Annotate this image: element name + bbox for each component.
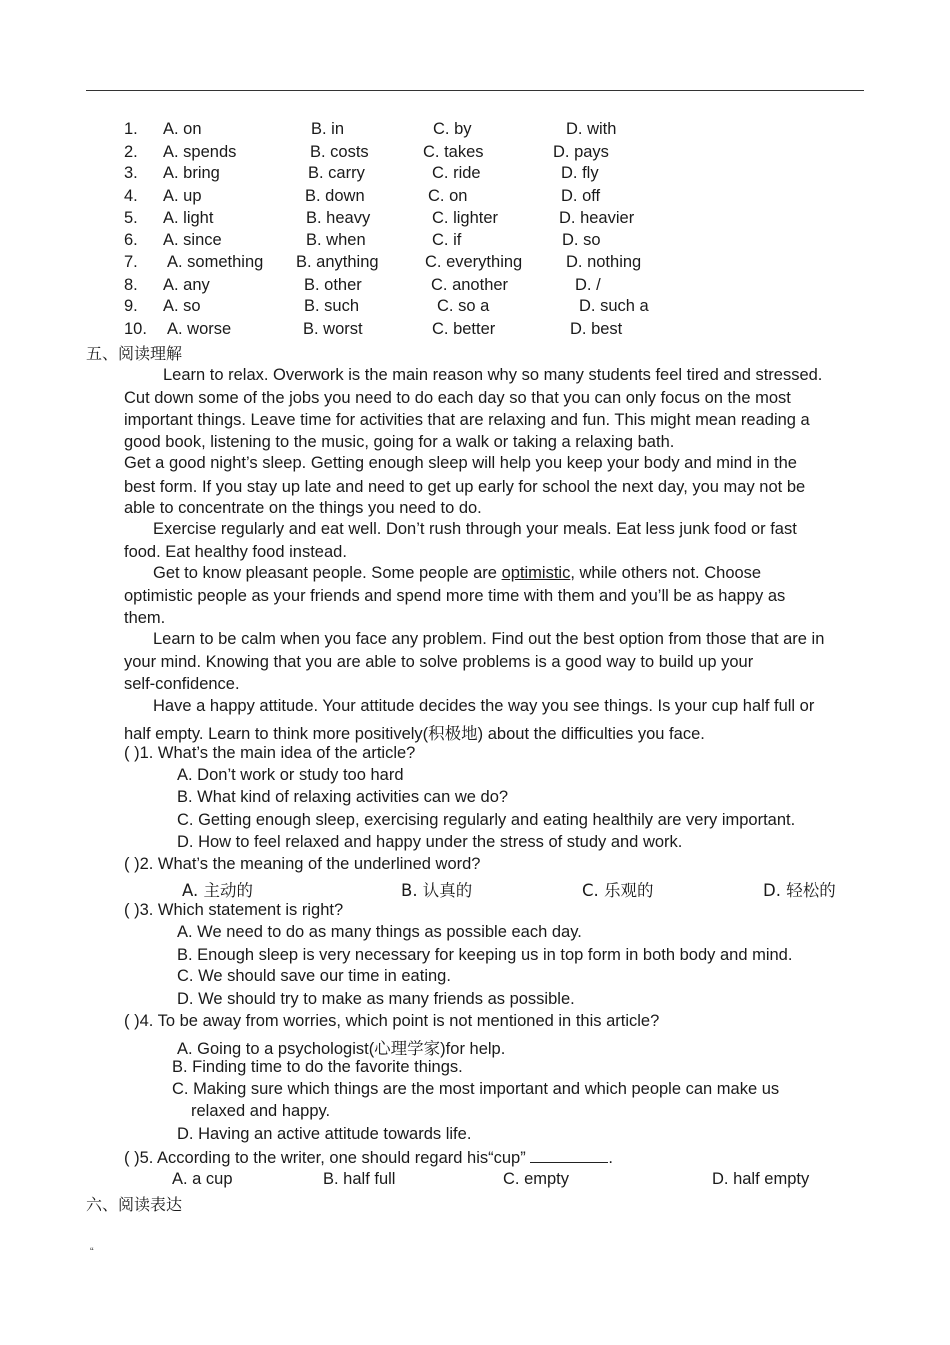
option-c: C. ride — [432, 164, 481, 182]
option-a: A. up — [163, 187, 202, 205]
option-a: A. on — [163, 120, 202, 138]
cloze-number: 8. — [124, 276, 138, 294]
passage-line: self-confidence. — [124, 675, 240, 693]
option-a: A. Going to a psychologist(心理学家)for help. — [177, 1040, 506, 1058]
option-c: C. Getting enough sleep, exercising regularly and eating healthily are very important. — [177, 811, 796, 829]
stem-end: . — [608, 1149, 613, 1167]
underlined-word: optimistic — [501, 564, 571, 582]
text-run: Get to know pleasant people. Some people are — [153, 564, 502, 582]
question-stem: ( )1. What’s the main idea of the article? — [124, 744, 416, 762]
passage-line — [153, 564, 761, 583]
option-a: A. worse — [167, 320, 232, 338]
option-b: B. Enough sleep is very necessary for keeping us in top form in both body and mind. — [177, 946, 793, 964]
option-c: C. takes — [423, 143, 484, 161]
option-d: D. best — [570, 320, 623, 338]
option-c: C. if — [432, 231, 462, 249]
option-d: D. heavier — [559, 209, 635, 227]
cloze-number: 2. — [124, 143, 138, 161]
option-b: B. Finding time to do the favorite things. — [172, 1058, 463, 1076]
option-d: D. such a — [579, 297, 649, 315]
passage-line: Learn to be calm when you face any problem. Find out the best option from those that are in — [153, 630, 825, 648]
option-c: C. another — [431, 276, 509, 294]
option-c: C. better — [432, 320, 496, 338]
option-b: B. heavy — [306, 209, 371, 227]
option-c: C. so a — [437, 297, 490, 315]
option-d: D. nothing — [566, 253, 642, 271]
option-c: C. empty — [503, 1170, 570, 1188]
option-c-continued: relaxed and happy. — [191, 1102, 331, 1120]
option-d: D. off — [561, 187, 601, 205]
option-b: B. costs — [310, 143, 369, 161]
option-c: C. everything — [425, 253, 523, 271]
passage-line: them. — [124, 609, 166, 627]
option-b: B. 认真的 — [401, 881, 473, 900]
cloze-number: 10. — [124, 320, 147, 338]
option-b: B. half full — [323, 1170, 396, 1188]
option-b: B. carry — [308, 164, 365, 182]
option-a: A. so — [163, 297, 201, 315]
option-b: B. worst — [303, 320, 363, 338]
stem-text: ( )5. According to the writer, one should regard his“cup” — [124, 1149, 526, 1167]
option-a: A. Don’t work or study too hard — [177, 766, 404, 784]
option-b: B. other — [304, 276, 362, 294]
question-stem: ( )2. What’s the meaning of the underlined word? — [124, 855, 481, 873]
option-b: B. when — [306, 231, 366, 249]
option-a: A. any — [163, 276, 210, 294]
option-a: A. light — [163, 209, 214, 227]
cloze-number: 9. — [124, 297, 138, 315]
section-title-reading: 五、阅读理解 — [86, 344, 183, 363]
option-d: D. fly — [561, 164, 599, 182]
passage-line: Learn to relax. Overwork is the main reason why so many students feel tired and stressed. — [163, 366, 823, 384]
option-b: B. such — [304, 297, 360, 315]
option-c: C. 乐观的 — [582, 881, 654, 900]
option-d: D. 轻松的 — [763, 881, 836, 900]
passage-line: half empty. Learn to think more positively(积极地) about the difficulties you face. — [124, 725, 705, 743]
passage-line: optimistic people as your friends and spend more time with them and you’ll be as happy as — [124, 587, 786, 605]
option-b: B. in — [311, 120, 345, 138]
option-c: C. lighter — [432, 209, 499, 227]
passage-line: Have a happy attitude. Your attitude decides the way you see things. Is your cup half full or — [153, 697, 815, 715]
option-a: A. We need to do as many things as possible each day. — [177, 923, 582, 941]
cloze-number: 3. — [124, 164, 138, 182]
cloze-number: 7. — [124, 253, 138, 271]
passage-line: best form. If you stay up late and need to get up early for school the next day, you may not be — [124, 478, 806, 496]
section-title-expression: 六、阅读表达 — [86, 1195, 183, 1214]
option-d: D. / — [575, 276, 601, 294]
question-stem: ( )3. Which statement is right? — [124, 901, 344, 919]
question-stem: ( )4. To be away from worries, which point is not mentioned in this article? — [124, 1012, 660, 1030]
footer-mark: “ — [90, 1246, 94, 1258]
passage-line: your mind. Knowing that you are able to solve problems is a good way to build up your — [124, 653, 754, 671]
passage-line: important things. Leave time for activities that are relaxing and fun. This might mean reading a — [124, 411, 810, 429]
passage-line: food. Eat healthy food instead. — [124, 543, 347, 561]
passage-line: Get a good night’s sleep. Getting enough sleep will help you keep your body and mind in the — [124, 454, 797, 472]
option-b: B. anything — [296, 253, 379, 271]
passage-line: able to concentrate on the things you need to do. — [124, 499, 482, 517]
passage-line: good book, listening to the music, going for a walk or taking a relaxing bath. — [124, 433, 675, 451]
option-b: B. down — [305, 187, 365, 205]
option-d: D. We should try to make as many friends as possible. — [177, 990, 575, 1008]
option-d: D. pays — [553, 143, 609, 161]
option-c: C. Making sure which things are the most important and which people can make us — [172, 1080, 780, 1098]
answer-blank — [530, 1148, 608, 1163]
cloze-number: 5. — [124, 209, 138, 227]
option-d: D. with — [566, 120, 617, 138]
option-c: C. on — [428, 187, 468, 205]
option-c: C. by — [433, 120, 472, 138]
option-a: A. since — [163, 231, 222, 249]
option-d: D. so — [562, 231, 601, 249]
header-rule — [86, 90, 864, 91]
cloze-number: 1. — [124, 120, 138, 138]
text-run: , while others not. Choose — [570, 564, 762, 582]
option-b: B. What kind of relaxing activities can we do? — [177, 788, 509, 806]
option-a: A. something — [167, 253, 264, 271]
option-a: A. bring — [163, 164, 220, 182]
option-d: D. Having an active attitude towards life. — [177, 1125, 472, 1143]
cloze-number: 6. — [124, 231, 138, 249]
question-stem — [124, 1148, 613, 1168]
cloze-number: 4. — [124, 187, 138, 205]
option-d: D. How to feel relaxed and happy under the stress of study and work. — [177, 833, 683, 851]
passage-line: Cut down some of the jobs you need to do each day so that you can only focus on the most — [124, 389, 791, 407]
option-a: A. spends — [163, 143, 237, 161]
option-d: D. half empty — [712, 1170, 810, 1188]
option-c: C. We should save our time in eating. — [177, 967, 451, 985]
option-a: A. a cup — [172, 1170, 233, 1188]
passage-line: Exercise regularly and eat well. Don’t rush through your meals. Eat less junk food or fast — [153, 520, 797, 538]
option-a: A. 主动的 — [182, 881, 253, 900]
